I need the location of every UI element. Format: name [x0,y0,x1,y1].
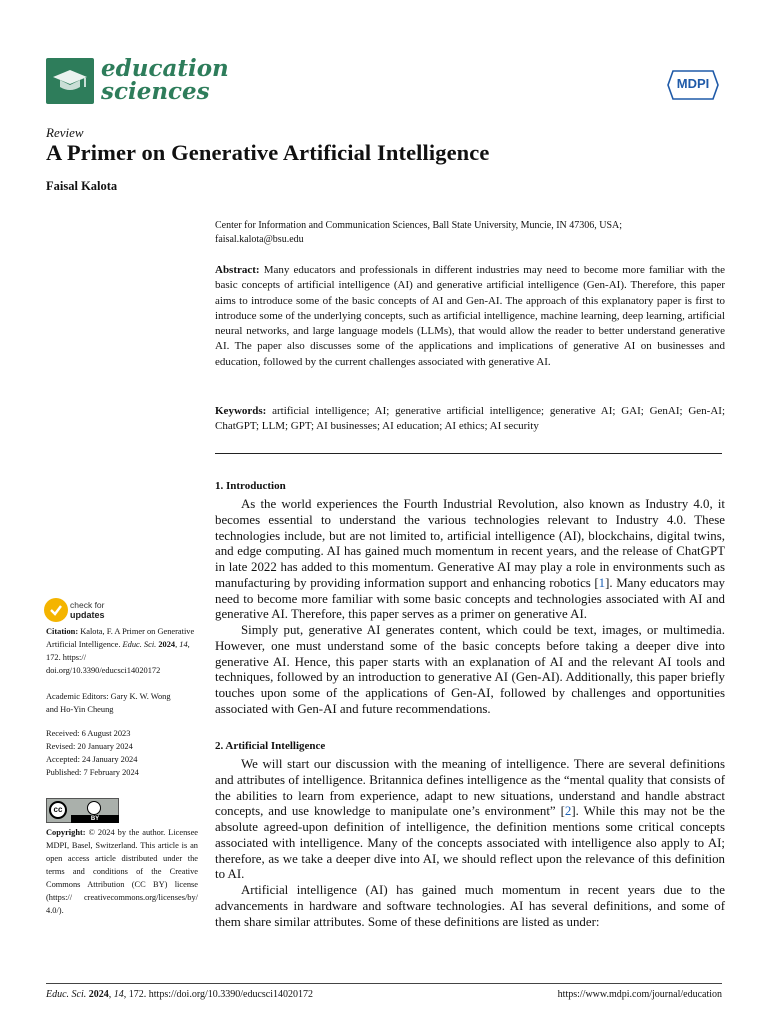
footer-year: 2024 [88,989,109,1000]
paragraph: Artificial intelligence (AI) has gained much momentum in recent years due to the advancements in hardware and software technologies. AI has several definitions, and some of them share similar attributes. Some of these definitions are listed as under: [215,883,725,929]
check-line2: updates [70,610,105,620]
publication-dates [46,727,198,779]
citation-label: Citation: [46,627,79,636]
citation-doi[interactable]: doi.org/10.3390/educsci14020172 [46,666,161,675]
check-for-updates-badge[interactable] [44,598,134,624]
check-for-updates-label [70,600,105,620]
cc-by-license-badge[interactable] [46,798,119,823]
article-type: Review [46,125,84,140]
accepted-date: Accepted: 24 January 2024 [46,755,138,764]
section-heading-introduction: 1. Introduction [215,480,286,492]
paragraph-text: ]. Many educators may need to become more familiar with some basic concepts and technologies associated with AI and generative AI. Therefore, this paper serves as a primer on generative AI. [215,575,726,622]
footer-volume: 14 [113,989,124,1000]
abstract-text: Many educators and professionals in different industries may need to become more familiar with the basic concepts of artificial intelligence (AI) and generative artificial intelligence (Gen-AI). Therefore, this paper aims to introduce some of the basic concepts of AI and Gen-AI. The approach of this explanatory paper is first to introduce some of the underlying concepts, such as artificial intelligence, machine learning, deep learning, artificial neural networks, and large language models (LLMs), that would allow the reader to better understand generative AI. The paper also discusses some of the applications and implications of generative AI on businesses and education, followed by the current challenges associated with generative AI. [215,264,725,368]
citation-rest: , 172. https:// [46,640,190,662]
person-icon [87,801,101,815]
paragraph [215,757,725,883]
keywords [215,404,725,435]
citation-journal: Educ. Sci. [122,640,157,649]
author-email[interactable]: faisal.kalota@bsu.edu [215,234,304,245]
editors-line1: Academic Editors: Gary K. W. Wong [46,692,171,701]
graduation-cap-icon [52,68,88,94]
copyright-label: Copyright: [46,828,86,837]
check-line1: check for [70,600,105,610]
by-label: BY [71,815,119,823]
keywords-label: Keywords: [215,405,267,417]
paragraph-text: We will start our discussion with the meaning of intelligence. There are several definitions and attributes of intelligence. Britannica defines intelligence as the “mental quality that consists of the abilities to learn from experience, adapt to new situations, understand and handle abstract concepts, and use knowledge to manipulate one’s environment” [ [215,757,725,819]
affiliation-text: Center for Information and Communication Sciences, Ball State University, Muncie, IN 47306, USA; [215,220,623,231]
section-body-introduction [215,497,725,718]
paragraph [215,497,725,623]
section-divider [215,453,722,454]
affiliation [215,219,725,247]
author-name: Faisal Kalota [46,179,118,193]
citation-volume: 14 [179,640,188,649]
citation-block: Citation: Kalota, F. A Primer on Generative Artificial Intelligence. Educ. Sci. 2024, 14, 172. https:// doi.org/10.3390/educsci14020172 [46,627,195,675]
footer-journal-url[interactable]: https://www.mdpi.com/journal/education [557,989,722,1000]
copyright-block [46,826,198,917]
keywords-text: artificial intelligence; AI; generative artificial intelligence; generative AI; GAI; GenAI; Gen-AI; ChatGPT; LLM; GPT; AI businesses; AI education; AI ethics; AI security [215,405,726,433]
copyright-text: © 2024 by the author. Licensee MDPI, Basel, Switzerland. This article is an open access article distributed under the terms and conditions of the Creative Commons Attribution (CC BY) license (https:// creativecommons.org/licenses/by/ 4.0/). [46,828,199,915]
check-icon [44,598,68,622]
citation-year: 2024 [158,640,176,649]
journal-name-line2: sciences [101,78,210,105]
footer-divider [46,983,722,984]
journal-name [101,57,229,103]
abstract [215,263,725,370]
footer-journal: Educ. Sci. [46,989,87,1000]
citation-link[interactable]: 1 [598,575,606,590]
citation-text: Kalota, F. A Primer on Generative Artificial Intelligence. [46,627,195,649]
academic-editors [46,690,198,716]
published-date: Published: 7 February 2024 [46,768,139,777]
section-heading-artificial-intelligence: 2. Artificial Intelligence [215,740,326,752]
publisher-name: MDPI [676,76,710,91]
cc-icon: cc [49,801,67,819]
revised-date: Revised: 20 January 2024 [46,742,133,751]
journal-name-line1: education [101,55,229,82]
citation-link[interactable]: 2 [564,804,572,819]
footer-doi[interactable]: , 172. https://doi.org/10.3390/educsci14020172 [123,989,314,1000]
footer-citation: Educ. Sci. 2024, 14, 172. https://doi.org/10.3390/educsci14020172 [46,989,314,1000]
journal-logo [46,58,94,104]
received-date: Received: 6 August 2023 [46,729,131,738]
section-body-artificial-intelligence [215,757,725,930]
editors-line2: and Ho-Yin Cheung [46,705,114,714]
paper-title: A Primer on Generative Artificial Intelligence [46,140,490,165]
paragraph-text: ]. While this may not be the absolute agreed-upon definition of intelligence, the definition mentions some critical concepts associated with intelligence. Many of the concepts associated with intelligence also apply to AI; therefore, as we take a deeper dive into AI, we should reflect upon the relevance of this definition to AI. [215,804,725,882]
paragraph-text: As the world experiences the Fourth Industrial Revolution, also known as Industry 4.0, it becomes essential to understand the various technologies relevant to Industry 4.0. These technologies include, but are not limited to, artificial intelligence (AI), blockchains, digital twins, and edge computing. AI has gained much momentum in recent years, and the release of ChatGPT in late 2022 has added to this momentum. Generative AI may play a role in environments such as manufacturing by providing information support and enhancing robotics [ [215,497,725,590]
paragraph: Simply put, generative AI generates content, which could be text, images, or multimedia. However, one must understand some of the basic concepts before taking a deeper dive into generative AI. Hence, this paper starts with an explanation of AI and the relevant AI tools and techniques, followed by an introduction to generative AI (Gen-AI). Additionally, this paper briefly touches upon some of the applications of Gen-AI, followed by challenges and opportunities associated with Gen-AI and future recommendations. [215,623,725,716]
mdpi-logo [667,70,719,100]
abstract-label: Abstract: [215,264,260,276]
